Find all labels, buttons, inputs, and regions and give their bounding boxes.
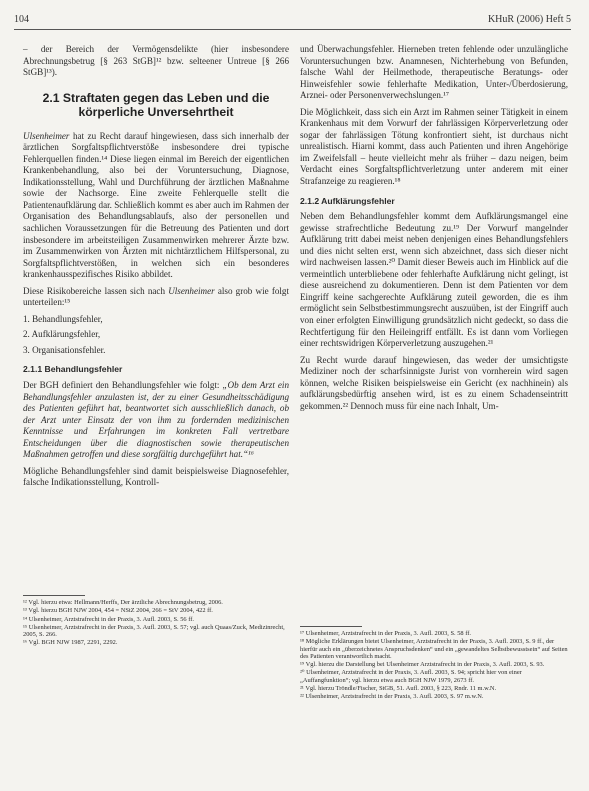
right-column: [300, 44, 568, 417]
footnote: ¹⁷ Ulsenheimer, Arztstrafrecht in der Praxis, 3. Aufl. 2003, S. 58 ff.: [300, 630, 471, 637]
left-column: [23, 44, 289, 494]
footnote: ²² Ulsenheimer, Arztstrafrecht in der Praxis, 3. Aufl. 2003, S. 97 m.w.N.: [300, 693, 484, 701]
list-item: 2. Aufklärungsfehler,: [23, 329, 101, 340]
footnote: ¹² Vgl. hierzu etwa: Hellmann/Herffs, Der ärztliche Abrechnungsbetrug, 2006.: [23, 599, 223, 606]
paragraph-sources-of-error: [23, 131, 289, 281]
right-footnotes: [300, 618, 568, 702]
paragraph-text: also grob wie folgt unterteilen:¹⁵: [23, 285, 289, 308]
footnote: ¹³ Vgl. hierzu BGH NJW 2004, 454 = NStZ 2004, 266 = StV 2004, 422 ff.: [23, 607, 213, 615]
paragraph-text: Diese Risikobereiche lassen sich nach: [23, 285, 169, 296]
paragraph-liability: Die Möglichkeit, dass sich ein Arzt im Rahmen seiner Tätigkeit in einem Krankenhaus mit dem Vorwurf der fahrlässigen Körperverletzung oder sogar der fahrlässigen Tötung konfrontiert sieht, ist durchaus nicht unrealistisch. Hiarni kommt, dass auch Patienten und ihren Angehörige im Zweifelsfall – heute vielleicht mehr als früher – dazu neigen, beim Verdacht eines Sorgfaltspflichtverletzung unter anderem mit einer Strafanzeige zu reagieren.¹⁸: [300, 106, 568, 187]
footnote: ¹⁹ Vgl. hierzu die Darstellung bei Ulsenheimer Arztstrafrecht in der Praxis, 3. Aufl. 2003, S. 93.: [300, 661, 545, 669]
footnote: ²⁰ Ulsenheimer, Arztstrafrecht in der Praxis, 3. Aufl. 2003, S. 94; spricht hier von einer „Auffangfunktion“; vgl. hierzu etwa auch BGH NJW 1979, 2673 ff.: [300, 669, 522, 684]
risk-list: [23, 314, 289, 357]
paragraph-risk-areas: [23, 286, 289, 309]
list-item: 1. Behandlungsfehler,: [23, 313, 103, 324]
footnote: ¹⁶ Vgl. BGH NJW 1987, 2291, 2292.: [23, 639, 118, 647]
paragraph-text: Der BGH definiert den Behandlungsfehler wie folgt:: [23, 380, 220, 391]
intro-paragraph: – der Bereich der Vermögensdelikte (hier insbesondere Abrechnungsbetrug [§ 263 StGB]¹² bzw. selteener Untreue [§ 266 StGB]¹³).: [23, 44, 289, 78]
page-number: 104: [14, 14, 29, 25]
footnote-rule: [23, 595, 85, 596]
paragraph-control-errors: und Überwachungsfehler. Hierneben treten fehlende oder unzulängliche Voruntersuchungen bzw. Anamnesen, Nichterhebung von Befunden, falsche Wahl der Heilmethode, therapeutische Beratungs- oder Hinweisfehler sowie fehlerhafte Medikation, Unter-/Überdosierung, Arznei- oder Personenverwechslungen.¹⁷: [300, 44, 568, 101]
left-footnotes: [23, 587, 289, 648]
list-item: 3. Organisationsfehler.: [23, 344, 106, 355]
running-head: [14, 14, 571, 28]
section-heading: [23, 91, 289, 119]
header-rule: [14, 29, 571, 30]
footnote-rule: [300, 626, 362, 627]
subsection-heading: 2.1.1 Behandlungsfehler: [23, 364, 123, 375]
section-heading-line2: körperliche Unversehrtheit: [78, 104, 234, 119]
section-heading-line1: 2.1 Straftaten gegen das Leben und die: [42, 90, 270, 105]
journal-citation: KHuR (2006) Heft 5: [487, 14, 571, 25]
subsection-heading: 2.1.2 Aufklärungsfehler: [300, 195, 395, 206]
footnote: ¹⁴ Ulsenheimer, Arztstrafrecht in der Praxis, 3. Aufl. 2003, S. 56 ff.: [23, 615, 194, 623]
footnote: ¹⁸ Mögliche Erklärungen bietet Ulsenheimer, Arztstrafrecht in der Praxis, 3. Aufl. 2003, S. 9 ff., der hierfür auch ein „überzeichnetes Anspruchsdenken“ und ein „gewandeltes Selbstbewusstsein“ auf Seiten des Patienten verantwortlich macht.: [300, 638, 568, 660]
footnote: ²¹ Vgl. hierzu Tröndle/Fischer, StGB, 51. Aufl. 2003, § 223, Rndr. 11 m.w.N.: [300, 685, 497, 693]
paragraph-possible-errors: Mögliche Behandlungsfehler sind damit beispielsweise Diagnosefehler, falsche Indikationsstellung, Kontroll-: [23, 465, 289, 488]
footnote: ¹⁵ Ulsenheimer, Arztstrafrecht in der Praxis, 3. Aufl. 2003, S. 57; vgl. auch Quaas/Zuck, Medizinrecht, 2005, S. 266.: [23, 623, 285, 639]
paragraph-information-errors: Neben dem Behandlungsfehler kommt dem Aufklärungsmangel eine gewisse strafrechtliche Bedeutung zu.¹⁹ Der Vorwurf mangelnder Aufklärung tritt dabei meist neben denjenigen eines Behandlungsfehlers und dies nicht selten erst, wenn sich abzeichnet, dass sich dieser nicht wird nachweisen lassen.²⁰ Damit dieser Beweis auch im Hinblick auf die vermeintlich unterbliebene oder fehlerhafte Aufklärung nicht gelingt, ist diese ausreichend zu dokumentieren. Denn ist dem Patienten vor dem Eingriff keine sachgerechte Aufklärung zuteil geworden, die es ihm ermöglicht sein Selbstbestimmungsrecht auszuüben, ist der Eingriff auch von einer erfolgten Einwilligung grundsätzlich nicht gedeckt, so dass die Rechtfertigung für den Heileingriff entfällt. Es ist dann vom Vorliegen einer rechtswidrigen Körperverletzung auszugehen.²¹: [300, 211, 568, 349]
paragraph-text: hat zu Recht darauf hingewiesen, dass sich innerhalb der ärztlichen Sorgfaltspflichtverstöße insbesondere drei typische Fehlerquellen finden.¹⁴ Diese liegen einmal im Bereich der eigentlichen Krankenbehandlung, also bei der Voruntersuchung, Diagnose, Indikationsstellung, Wahl und Durchführung der ärztlichen Maßnahme sowie der Nachsorge. Eine zweite Fehlerquelle stellt die Patientenaufklärung dar. Schließlich kommt es aber auch im Rahmen der Organisation des Behandlungsablaufs, also der personellen und sachlichen Voraussetzungen für die Betreuung des Patienten und dort insbesondere im arbeitsteiligen Zusammenwirken mehrerer Ärzte bzw. im Zusammenwirken von Ärzten mit nichtärztlichem Hilfspersonal, zu Sorgfaltspflichtverstößen, in welchen sich ein besonderes krankenhausspezifisches Risiko abbildet.: [23, 130, 289, 280]
bgh-quote: „Ob dem Arzt ein Behandlungsfehler anzulasten ist, der zu einer Gesundheitsschädigung des Patienten geführt hat, beantwortet sich ausschließlich danach, ob der Arzt unter Einsatz der von ihm zu fordernden medizinischen Kenntnisse und Erfahrungen im konkreten Fall vertretbare Entscheidungen über die diagnostischen sowie therapeutischen Maßnahmen getroffen und diese sorgfältig durchgeführt hat.“¹⁶: [23, 380, 289, 460]
author-name: Ulsenheimer: [23, 130, 70, 141]
author-name: Ulsenheimer: [168, 285, 215, 296]
paragraph-bgh-definition: [23, 380, 289, 461]
paragraph-risk-information: Zu Recht wurde darauf hingewiesen, das weder der umsichtigste Mediziner noch der scharfsinnigste Jurist von vornherein wird sagen können, welche Risiken beispielsweise ein Gericht (ex nachhinein) als aufklärungsbedürftig ansehen wird, ist es zu einem Schadenseintritt gekommen.²² Dennoch muss für eine nach Inhalt, Um-: [300, 354, 568, 411]
